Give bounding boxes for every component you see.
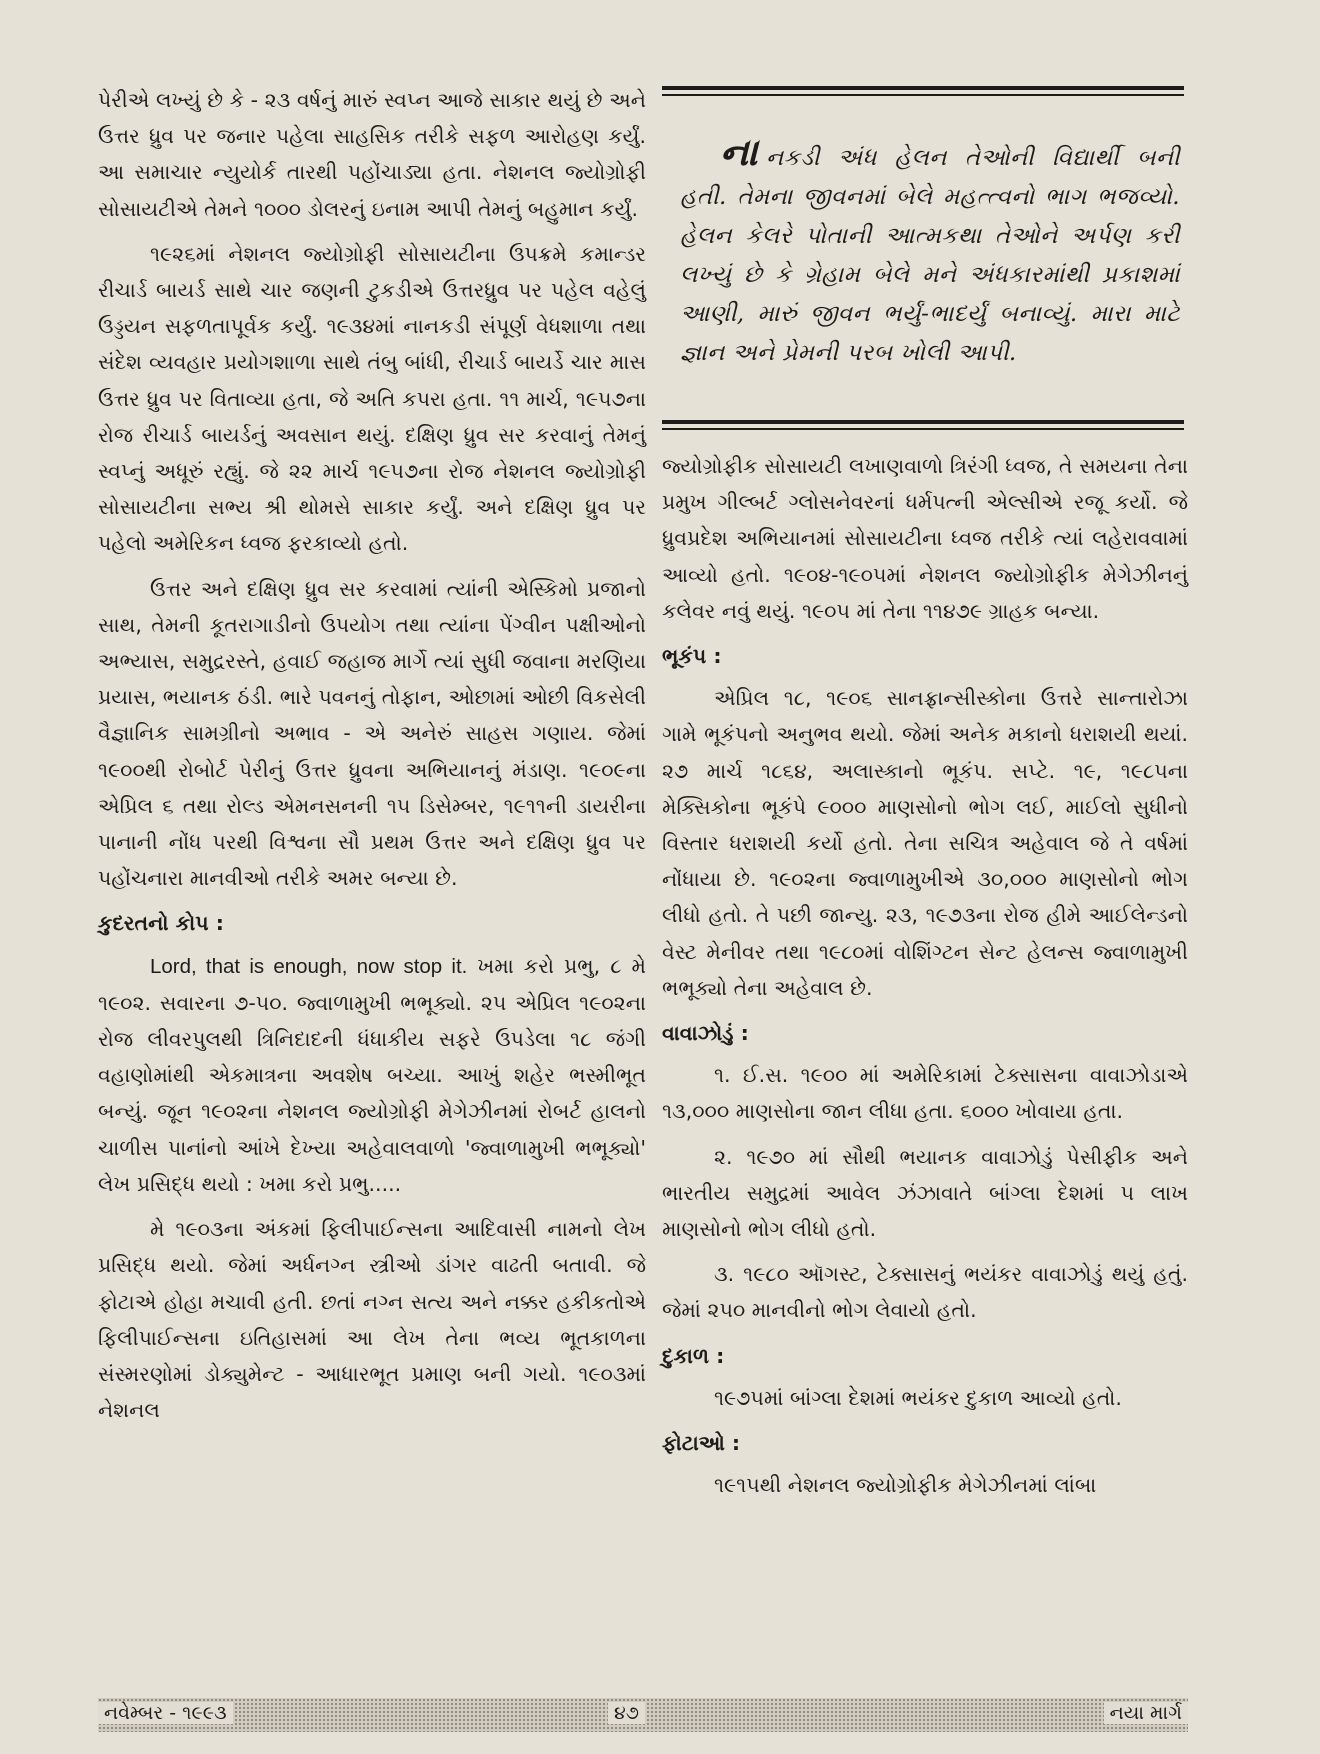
paragraph: એપ્રિલ ૧૮, ૧૯૦૬ સાનફ્રાન્સીસ્કોના ઉત્તરે સાન્તારોઝા ગામે ભૂકંપનો અનુભવ થયો. જેમાં અનેક મકાનો ધરાશયી થયાં. ૨૭ માર્ચ ૧૮૬૪, અલાસ્કાનો ભૂકંપ. સપ્ટે. ૧૯, ૧૯૮૫ના મેક્સિકોના ભૂકંપે ૯૦૦૦ માણસોનો ભોગ લઈ, માઈલો સુધીનો વિસ્તાર ધરાશયી કર્યો હતો. તેના સચિત્ર અહેવાલ જે તે વર્ષમાં નોંધાયા છે. ૧૯૦૨ના જ્વાળામુખીએ ૩૦,૦૦૦ માણસોનો ભોગ લીધો હતો. તે પછી જાન્યુ. ૨૩, ૧૯૭૩ના રોજ હીમે આઈલેન્ડનો વેસ્ટ મેનીવર તથા ૧૯૮૦માં વોશિંગ્ટન સેન્ટ હેલન્સ જ્વાળામુખી ભભૂક્યો તેના અહેવાલ છે. bbox=[662, 686, 1188, 1000]
paragraph: પેરીએ લખ્યું છે કે - ૨૩ વર્ષનું મારું સ્વપ્ન આજે સાકાર થયું છે અને ઉત્તર ધ્રુવ પર જનાર પહેલા સાહસિક તરીકે સફળ આરોહણ કર્યું. આ સમાચાર ન્યુયોર્ક તારથી પહોંચાડ્યા હતા. નેશનલ જ્યોગ્રોફી સોસાયટીએ તેમને ૧૦૦૦ ડોલરનું ઇનામ આપી તેમનું બહુમાન કર્યું. bbox=[98, 88, 646, 221]
paragraph: ૧. ઈ.સ. ૧૯૦૦ માં અમેરિકામાં ટેક્સાસના વાવાઝોડાએ ૧૩,૦૦૦ માણસોના જાન લીધા હતા. ૬૦૦૦ ખોવાયા હતા. bbox=[662, 1063, 1188, 1124]
magazine-name: નયા માર્ગ bbox=[1104, 1702, 1188, 1724]
pull-quote-body: નકડી અંધ હેલન તેઓની વિદ્યાર્થી બની હતી. તેમના જીવનમાં બેલે મહત્ત્વનો ભાગ ભજવ્યો. હેલન કેલરે પોતાની આત્મકથા તેઓને અર્પણ કરી લખ્યું છે કે ગ્રેહામ બેલે મને અંધકારમાંથી પ્રકાશમાં આણી, મારું જીવન ભર્યું-ભાદર્યું બનાવ્યું. મારા માટે જ્ઞાન અને પ્રેમની પરબ ખોલી આપી. bbox=[680, 145, 1180, 366]
paragraph: ૧૯૧૫થી નેશનલ જ્યોગ્રોફીક મેગેઝીનમાં લાંબા bbox=[714, 1473, 1097, 1498]
paragraph-text: ખમા કરો પ્રભુ, ૮ મે ૧૯૦૨. સવારના ૭-૫૦. જ્વાળામુખી ભભૂક્યો. ૨૫ એપ્રિલ ૧૯૦૨ના રોજ લીવરપુલથી ત્રિનિદાદની ધંધાકીય સફરે ઉપડેલા ૧૮ જંગી વહાણોમાંથી એકમાત્રના અવશેષ બચ્યા. આખું શહેર ભસ્મીભૂત બન્યું. જૂન ૧૯૦૨ના નેશનલ જ્યોગ્રોફી મેગેઝીનમાં રોબર્ટ હાલનો ચાળીસ પાનાંનો આંખે દેખ્યા અહેવાલવાળો 'જ્વાળામુખી ભભૂક્યો' લેખ પ્રસિદ્ધ થયો : ખમા કરો પ્રભુ..... bbox=[98, 953, 646, 1196]
section-heading: કુદરતનો કોપ : bbox=[98, 911, 224, 936]
left-column bbox=[98, 82, 646, 1437]
section-heading: વાવાઝોડું : bbox=[662, 1021, 749, 1046]
page-footer bbox=[98, 1698, 1188, 1732]
paragraph: ઉત્તર અને દક્ષિણ ધ્રુવ સર કરવામાં ત્યાંની એસ્કિમો પ્રજાનો સાથ, તેમની કૂતરાગાડીનો ઉપયોગ તથા ત્યાંના પેંગ્વીન પક્ષીઓનો અભ્યાસ, સમુદ્રરસ્તે, હવાઈ જહાજ માર્ગે ત્યાં સુધી જવાના મરણિયા પ્રયાસ, ભયાનક ઠંડી. ભારે પવનનું તોફાન, ઓછામાં ઓછી વિકસેલી વૈજ્ઞાનિક સામગ્રીનો અભાવ - એ અનેરું સાહસ ગણાય. જેમાં ૧૯૦૦થી રોબોર્ટ પેરીનું ઉત્તર ધ્રુવના અભિયાનનું મંડાણ. ૧૯૦૯ના એપ્રિલ ૬ તથા રોલ્ડ એમનસનની ૧૫ ડિસેમ્બર, ૧૯૧૧ની ડાયરીના પાનાની નોંધ પરથી વિશ્વના સૌ પ્રથમ ઉત્તર અને દક્ષિણ ધ્રુવ પર પહોંચનારા માનવીઓ તરીકે અમર બન્યા છે. bbox=[98, 576, 646, 891]
paragraph: ૩. ૧૯૮૦ ઑગસ્ટ, ટેક્સાસનું ભયંકર વાવાઝોડું થયું હતું. જેમાં ૨૫૦ માનવીનો ભોગ લેવાયો હતો. bbox=[662, 1262, 1188, 1323]
section-heading: ભૂકંપ : bbox=[662, 644, 722, 669]
pull-quote-text bbox=[680, 129, 1180, 373]
issue-date: નવેમ્બર - ૧૯૯૩ bbox=[98, 1702, 233, 1724]
right-column bbox=[662, 448, 1188, 1512]
pull-quote bbox=[662, 86, 1184, 432]
paragraph: મે ૧૯૦૩ના અંકમાં ફિલીપાઈન્સના આદિવાસી નામનો લેખ પ્રસિદ્ધ થયો. જેમાં અર્ધનગ્ન સ્ત્રીઓ ડાંગર વાઢતી બતાવી. જે ફોટાએ હોહા મચાવી હતી. છતાં નગ્ન સત્ય અને નક્કર હકીકતોએ ફિલીપાઈન્સના ઇતિહાસમાં આ લેખ તેના ભવ્ય ભૂતકાળના સંસ્મરણોમાં ડોક્યુમેન્ટ - આધારભૂત પ્રમાણ બની ગયો. ૧૯૦૩માં નેશનલ bbox=[98, 1217, 646, 1423]
paragraph: જ્યોગ્રોફીક સોસાયટી લખાણવાળો ત્રિરંગી ધ્વજ, તે સમયના તેના પ્રમુખ ગીલ્બર્ટ ગ્લોસનેવરનાં ધર્મપત્ની એલ્સીએ રજૂ કર્યો. જે ધ્રુવપ્રદેશ અભિયાનમાં સોસાયટીના ધ્વજ તરીકે ત્યાં લહેરાવવામાં આવ્યો હતો. ૧૯૦૪-૧૯૦૫માં નેશનલ જ્યોગ્રોફીક મેગેઝીનનું કલેવર નવું થયું. ૧૯૦૫ માં તેના ૧૧૪૭૯ ગ્રાહક બન્યા. bbox=[662, 454, 1188, 623]
english-quote: Lord, that is enough, now stop it. bbox=[150, 954, 468, 978]
paragraph: ૧૯૭૫માં બાંગ્લા દેશમાં ભયંકર દુકાળ આવ્યો હતો. bbox=[714, 1385, 1122, 1410]
divider bbox=[662, 86, 1184, 90]
section-heading: દુકાળ : bbox=[662, 1343, 725, 1368]
divider bbox=[662, 428, 1184, 430]
paragraph: ૨. ૧૯૭૦ માં સૌથી ભયાનક વાવાઝોડું પેસીફીક અને ભારતીય સમુદ્રમાં આવેલ ઝંઝાવાતે બાંગ્લા દેશમાં ૫ લાખ માણસોનો ભોગ લીધો હતો. bbox=[662, 1144, 1188, 1242]
page-number: ૪૭ bbox=[608, 1702, 645, 1724]
drop-cap: ના bbox=[720, 129, 759, 174]
paragraph: ૧૯૨૬માં નેશનલ જ્યોગ્રોફી સોસાયટીના ઉપક્રમે કમાન્ડર રીચાર્ડ બાયર્ડ સાથે ચાર જણની ટુકડીએ ઉત્તરધ્રુવ પર પહેલ વહેલું ઉડ્ડયન સફળતાપૂર્વક કર્યું. ૧૯૩૪માં નાનકડી સંપૂર્ણ વેધશાળા તથા સંદેશ વ્યવહાર પ્રયોગશાળા સાથે તંબુ બાંધી, રીચાર્ડ બાયર્ડે ચાર માસ ઉત્તર ધ્રુવ પર વિતાવ્યા હતા, જે અતિ કપરા હતા. ૧૧ માર્ચ, ૧૯૫૭ના રોજ રીચાર્ડ બાયર્ડનું અવસાન થયું. દક્ષિણ ધ્રુવ સર કરવાનું તેમનું સ્વપ્નું અધૂરું રહ્યું. જે ૨૨ માર્ચ ૧૯૫૭ના રોજ નેશનલ જ્યોગ્રોફી સોસાયટીના સભ્ય શ્રી થોમસે સાકાર કર્યું. અને દક્ષિણ ધ્રુવ પર પહેલો અમેરિકન ધ્વજ ફરકાવ્યો હતો. bbox=[98, 241, 646, 556]
divider bbox=[662, 420, 1184, 424]
paragraph bbox=[98, 948, 646, 1202]
section-heading: ફોટાઓ : bbox=[662, 1431, 741, 1456]
divider bbox=[662, 94, 1184, 96]
